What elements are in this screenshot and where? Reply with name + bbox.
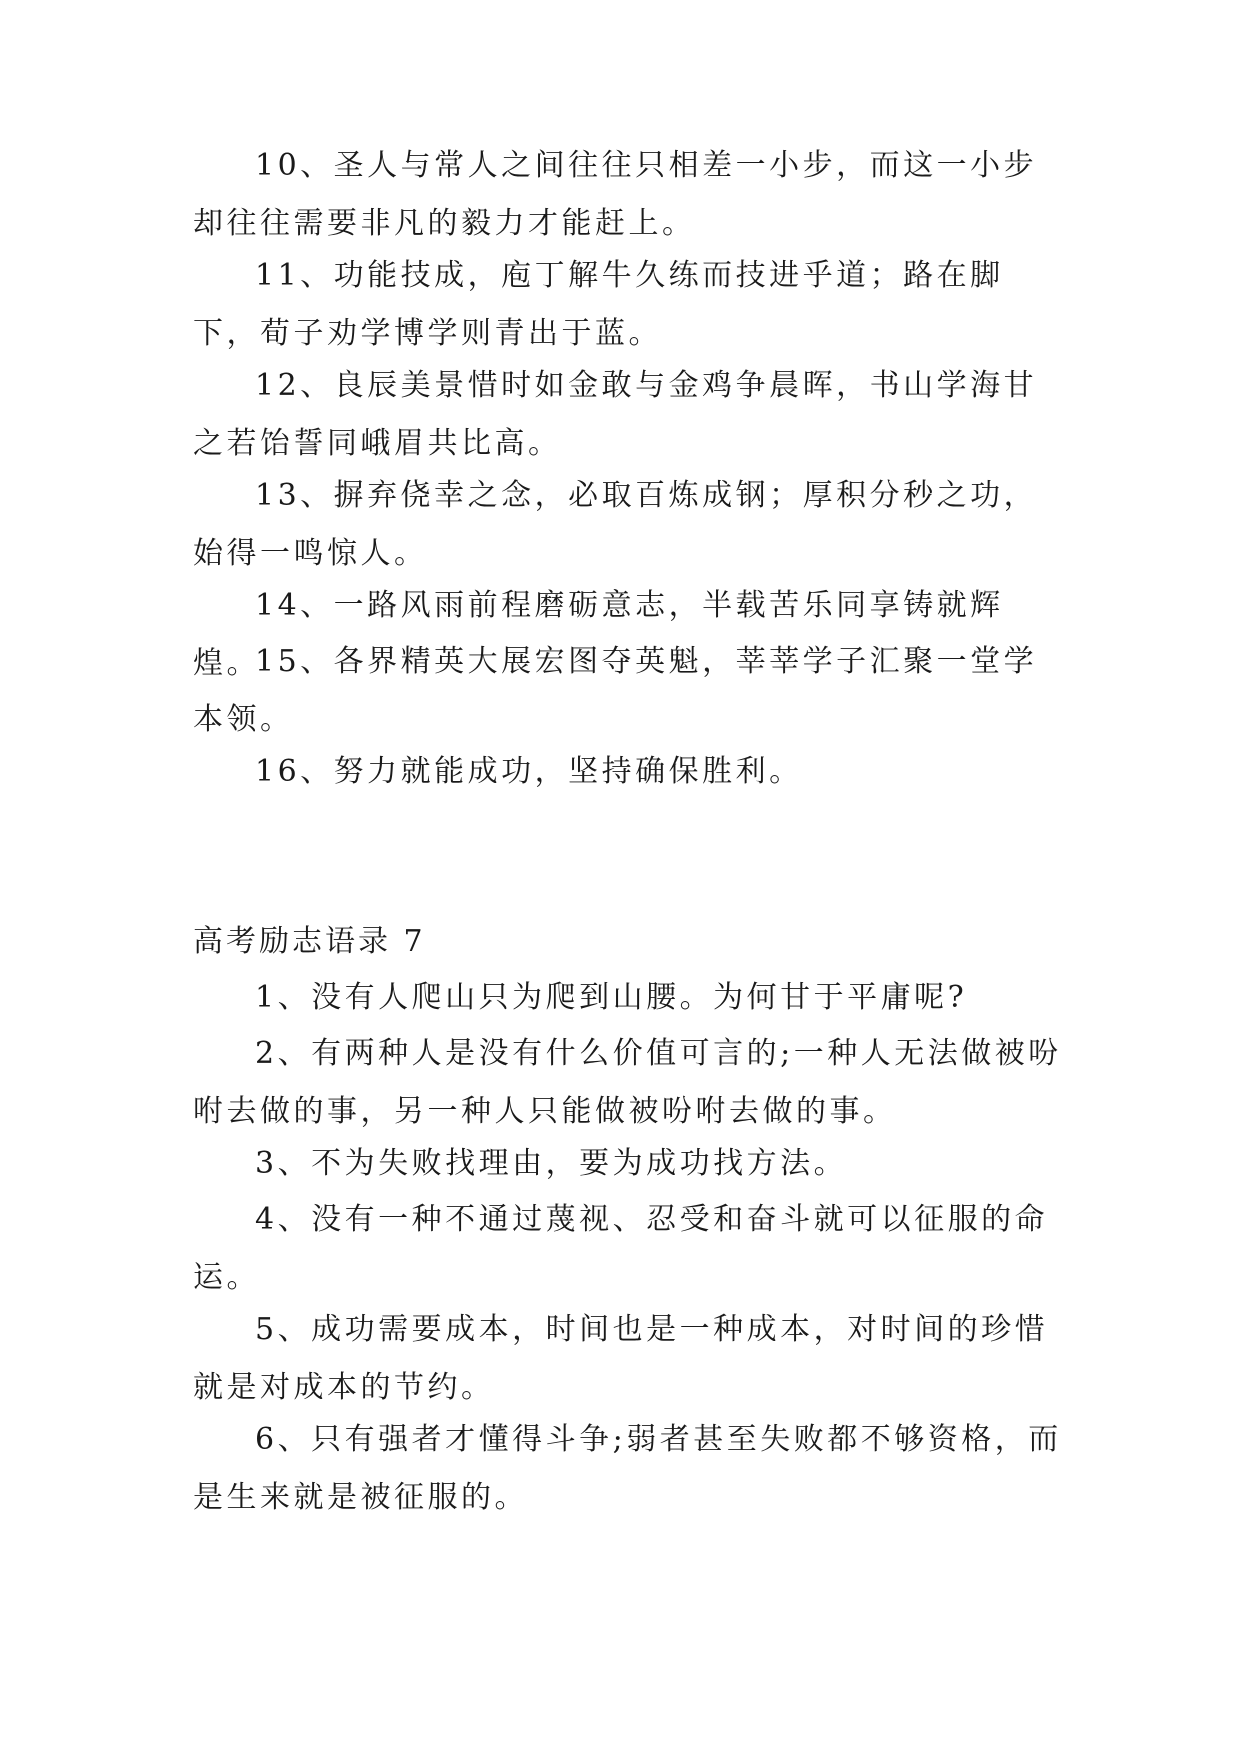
quote-item: 11、功能技成，庖丁解牛久练而技进乎道；路在脚下，荀子劝学博学则青出于蓝。: [193, 258, 1004, 351]
quote-item: 3、不为失败找理由，要为成功找方法。: [255, 1146, 848, 1181]
quote-item: 16、努力就能成功，坚持确保胜利。: [255, 754, 803, 789]
quote-item: 2、有两种人是没有什么价值可言的;一种人无法做被吩咐去做的事，另一种人只能做被吩咐去做的事。: [193, 1036, 1062, 1129]
quote-item: 4、没有一种不通过蔑视、忍受和奋斗就可以征服的命运。: [193, 1202, 1049, 1295]
quote-item: 10、圣人与常人之间往往只相差一小步，而这一小步却往往需要非凡的毅力才能赶上。: [193, 148, 1038, 241]
quote-item: 6、只有强者才懂得斗争;弱者甚至失败都不够资格，而是生来就是被征服的。: [193, 1422, 1062, 1515]
quote-item: 5、成功需要成本，时间也是一种成本，对时间的珍惜就是对成本的节约。: [193, 1312, 1049, 1405]
quote-item: 1、没有人爬山只为爬到山腰。为何甘于平庸呢?: [255, 980, 968, 1015]
quote-item: 14、一路风雨前程磨砺意志，半载苦乐同享铸就辉煌。: [193, 588, 1004, 681]
section-heading: 高考励志语录 7: [193, 924, 426, 959]
quote-item: 13、摒弃侥幸之念，必取百炼成钢；厚积分秒之功，始得一鸣惊人。: [193, 478, 1038, 571]
quote-item: 15、各界精英大展宏图夺英魁，莘莘学子汇聚一堂学本领。: [193, 644, 1038, 737]
quote-item: 12、良辰美景惜时如金敢与金鸡争晨晖，书山学海甘之若饴誓同峨眉共比高。: [193, 368, 1038, 461]
